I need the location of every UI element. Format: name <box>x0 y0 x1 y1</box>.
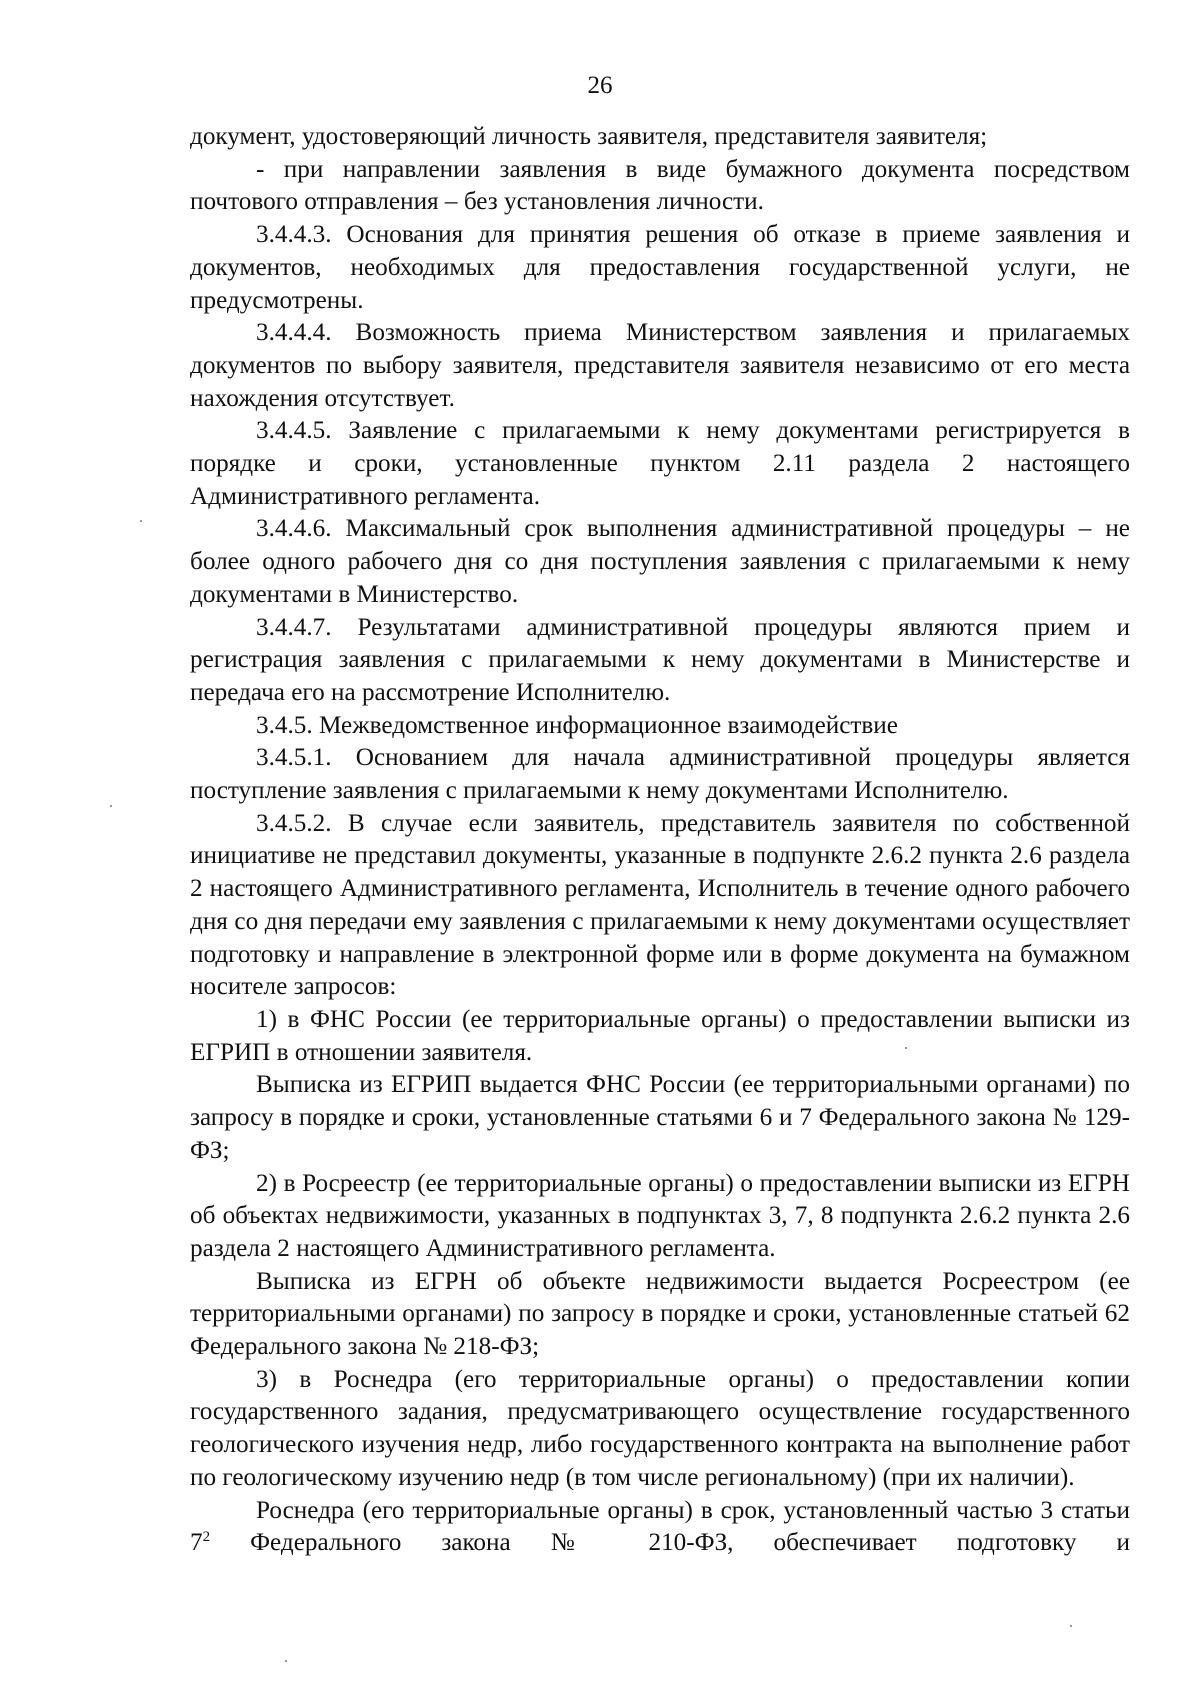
paragraph-3-4-4-3: 3.4.4.3. Основания для принятия решения об отказе в приеме заявления и документов, необходимых для предоставления государственной услуги, не предусмотрены. <box>190 221 1130 314</box>
list-item-1-fns: 1) в ФНС России (ее территориальные органы) о предоставлении выписки из ЕГРИП в отношении заявителя. <box>190 1005 1130 1066</box>
document-body <box>190 121 1130 1560</box>
paragraph-3-4-5-2: 3.4.5.2. В случае если заявитель, представитель заявителя по собственной инициативе не представил документы, указанные в подпункте 2.6.2 пункта 2.6 раздела 2 настоящего Административного регламента, Исполнитель в течение одного рабочего дня со дня передачи ему заявления с прилагаемыми к нему документами осуществляет подготовку и направление в электронной форме или в форме документа на бумажном носителе запросов: <box>190 809 1130 1001</box>
paragraph-3-4-4-6: 3.4.4.6. Максимальный срок выполнения административной процедуры – не более одного рабочего дня со дня поступления заявления с прилагаемыми к нему документами в Министерство. <box>190 515 1130 608</box>
scan-speck <box>905 1047 907 1049</box>
paragraph-rosnedra-deadline <box>190 1495 1130 1560</box>
paragraph-3-4-4-5: 3.4.4.5. Заявление с прилагаемыми к нему документами регистрируется в порядке и сроки, установленные пунктом 2.11 раздела 2 настоящего Административного регламента. <box>190 417 1130 510</box>
rosnedra-text-end: Федерального закона № 210-ФЗ, обеспечивает подготовку и <box>210 1529 1130 1557</box>
list-item-2-rosreestr: 2) в Росреестр (ее территориальные органы) о предоставлении выписки из ЕГРН об объектах недвижимости, указанных в подпунктах 3, 7, 8 подпункта 2.6.2 пункта 2.6 раздела 2 настоящего Административного регламента. <box>190 1169 1130 1262</box>
paragraph-id-document: документ, удостоверяющий личность заявителя, представителя заявителя; <box>190 123 988 150</box>
paragraph-3-4-4-4: 3.4.4.4. Возможность приема Министерством заявления и прилагаемых документов по выбору заявителя, представителя заявителя независимо от его места нахождения отсутствует. <box>190 319 1130 412</box>
page-number: 26 <box>587 72 613 99</box>
heading-3-4-5: 3.4.5. Межведомственное информационное взаимодействие <box>256 711 898 739</box>
scan-speck <box>110 805 112 807</box>
paragraph-3-4-4-7: 3.4.4.7. Результатами административной процедуры являются прием и регистрация заявления с прилагаемыми к нему документами в Министерстве и передача его на рассмотрение Исполнителю. <box>190 613 1130 706</box>
paragraph-egrip-extract: Выписка из ЕГРИП выдается ФНС России (ее территориальными органами) по запросу в порядке и сроки, установленные статьями 6 и 7 Федерального закона № 129-ФЗ; <box>190 1071 1130 1164</box>
scan-speck <box>1070 1625 1072 1627</box>
rosnedra-text-start: Роснедра (его территориальные органы) в срок, установленный частью 3 статьи 7 <box>190 1496 1130 1557</box>
scan-speck <box>140 520 142 522</box>
article-superscript: 2 <box>202 1529 211 1546</box>
paragraph-postal-delivery: - при направлении заявления в виде бумажного документа посредством почтового отправления – без установления личности. <box>190 155 1130 216</box>
paragraph-egrn-extract: Выписка из ЕГРН об объекте недвижимости выдается Росреестром (ее территориальными органами) по запросу в порядке и сроки, установленные статьей 62 Федерального закона № 218-ФЗ; <box>190 1267 1130 1361</box>
paragraph-3-4-5-1: 3.4.5.1. Основанием для начала административной процедуры является поступление заявления с прилагаемыми к нему документами Исполнителю. <box>190 744 1130 805</box>
list-item-3-rosnedra: 3) в Роснедра (его территориальные органы) о предоставлении копии государственного задания, предусматривающего осуществление государственного геологического изучения недр, либо государственного контракта на выполнение работ по геологическому изучению недр (в том числе региональному) (при их наличии). <box>190 1365 1130 1491</box>
scan-speck <box>285 1660 287 1662</box>
